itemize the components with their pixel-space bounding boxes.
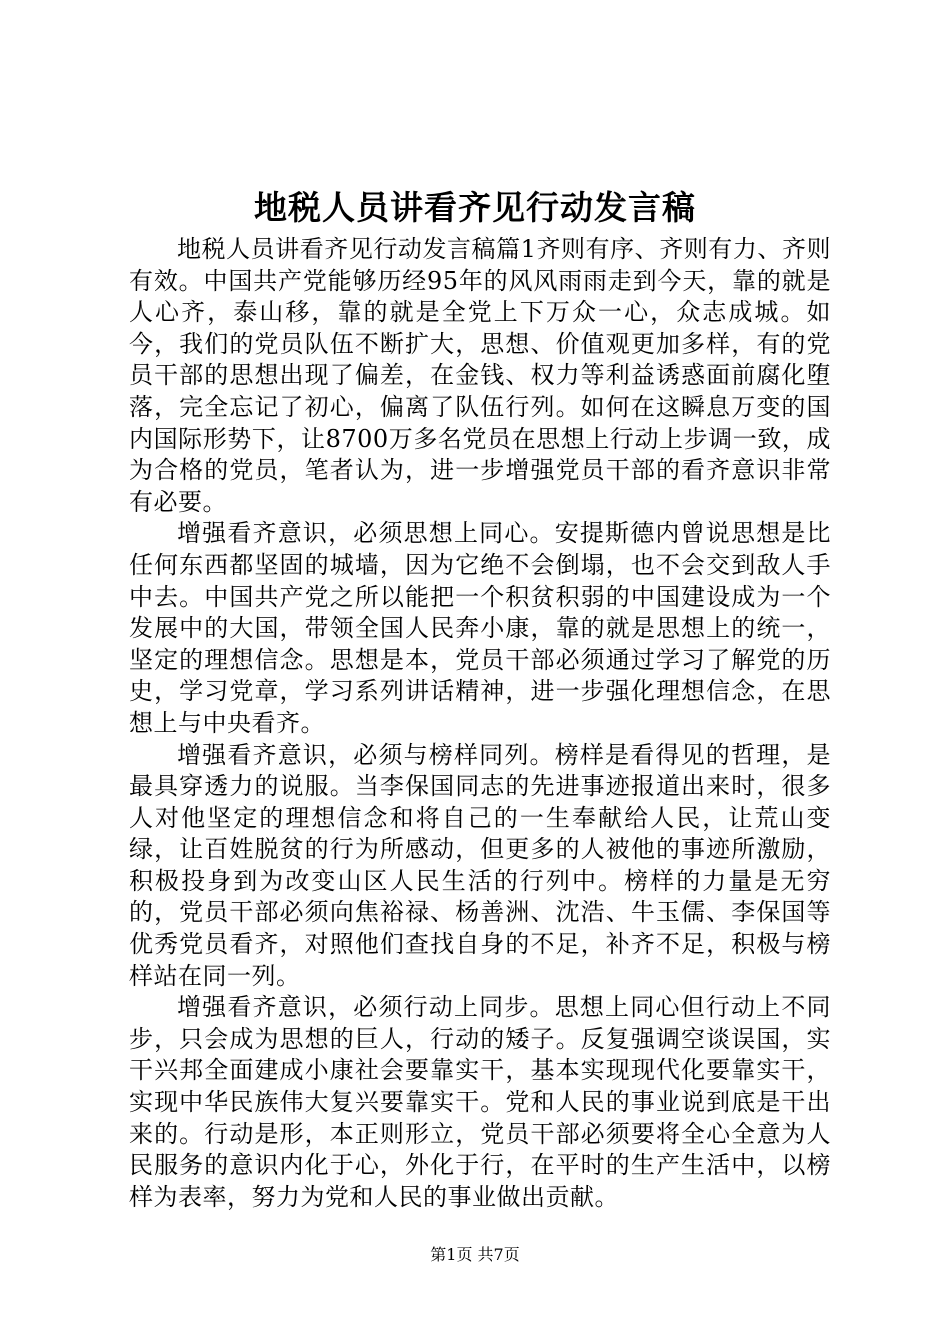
paragraph-2: 增强看齐意识，必须思想上同心。安提斯德内曾说思想是比任何东西都坚固的城墙，因为它绝不会倒塌，也不会交到敌人手中去。中国共产党之所以能把一个积贫积弱的中国建设成为一个发展中的大国，带领全国人民奔小康，靠的就是思想上的统一，坚定的理想信念。思想是本，党员干部必须通过学习了解党的历史，学习党章，学习系列讲话精神，进一步强化理想信念，在思想上与中央看齐。 <box>129 519 831 737</box>
paragraph-4: 增强看齐意识，必须行动上同步。思想上同心但行动上不同步，只会成为思想的巨人，行动的矮子。反复强调空谈误国，实干兴邦全面建成小康社会要靠实干，基本实现现代化要靠实干，实现中华民族伟大复兴要靠实干。党和人民的事业说到底是干出来的。行动是形，本正则形立，党员干部必须要将全心全意为人民服务的意识内化于心，外化于行，在平时的生产生活中，以榜样为表率，努力为党和人民的事业做出贡献。 <box>129 993 831 1211</box>
document-body <box>129 234 831 1213</box>
document-title: 地税人员讲看齐见行动发言稿 <box>254 188 696 227</box>
page-footer: 第1页 共7页 <box>430 1245 520 1264</box>
paragraph-3: 增强看齐意识，必须与榜样同列。榜样是看得见的哲理，是最具穿透力的说服。当李保国同志的先进事迹报道出来时，很多人对他坚定的理想信念和将自己的一生奉献给人民，让荒山变绿，让百姓脱贫的行为所感动，但更多的人被他的事迹所激励，积极投身到为改变山区人民生活的行列中。榜样的力量是无穷的，党员干部必须向焦裕禄、杨善洲、沈浩、牛玉儒、李保国等优秀党员看齐，对照他们查找自身的不足，补齐不足，积极与榜样站在同一列。 <box>129 740 831 990</box>
paragraph-1: 地税人员讲看齐见行动发言稿篇1齐则有序、齐则有力、齐则有效。中国共产党能够历经95年的风风雨雨走到今天，靠的就是人心齐，泰山移，靠的就是全党上下万众一心，众志成城。如今，我们的党员队伍不断扩大，思想、价值观更加多样，有的党员干部的思想出现了偏差，在金钱、权力等利益诱惑面前腐化堕落，完全忘记了初心，偏离了队伍行列。如何在这瞬息万变的国内国际形势下，让8700万多名党员在思想上行动上步调一致，成为合格的党员，笔者认为，进一步增强党员干部的看齐意识非常有必要。 <box>129 235 831 516</box>
